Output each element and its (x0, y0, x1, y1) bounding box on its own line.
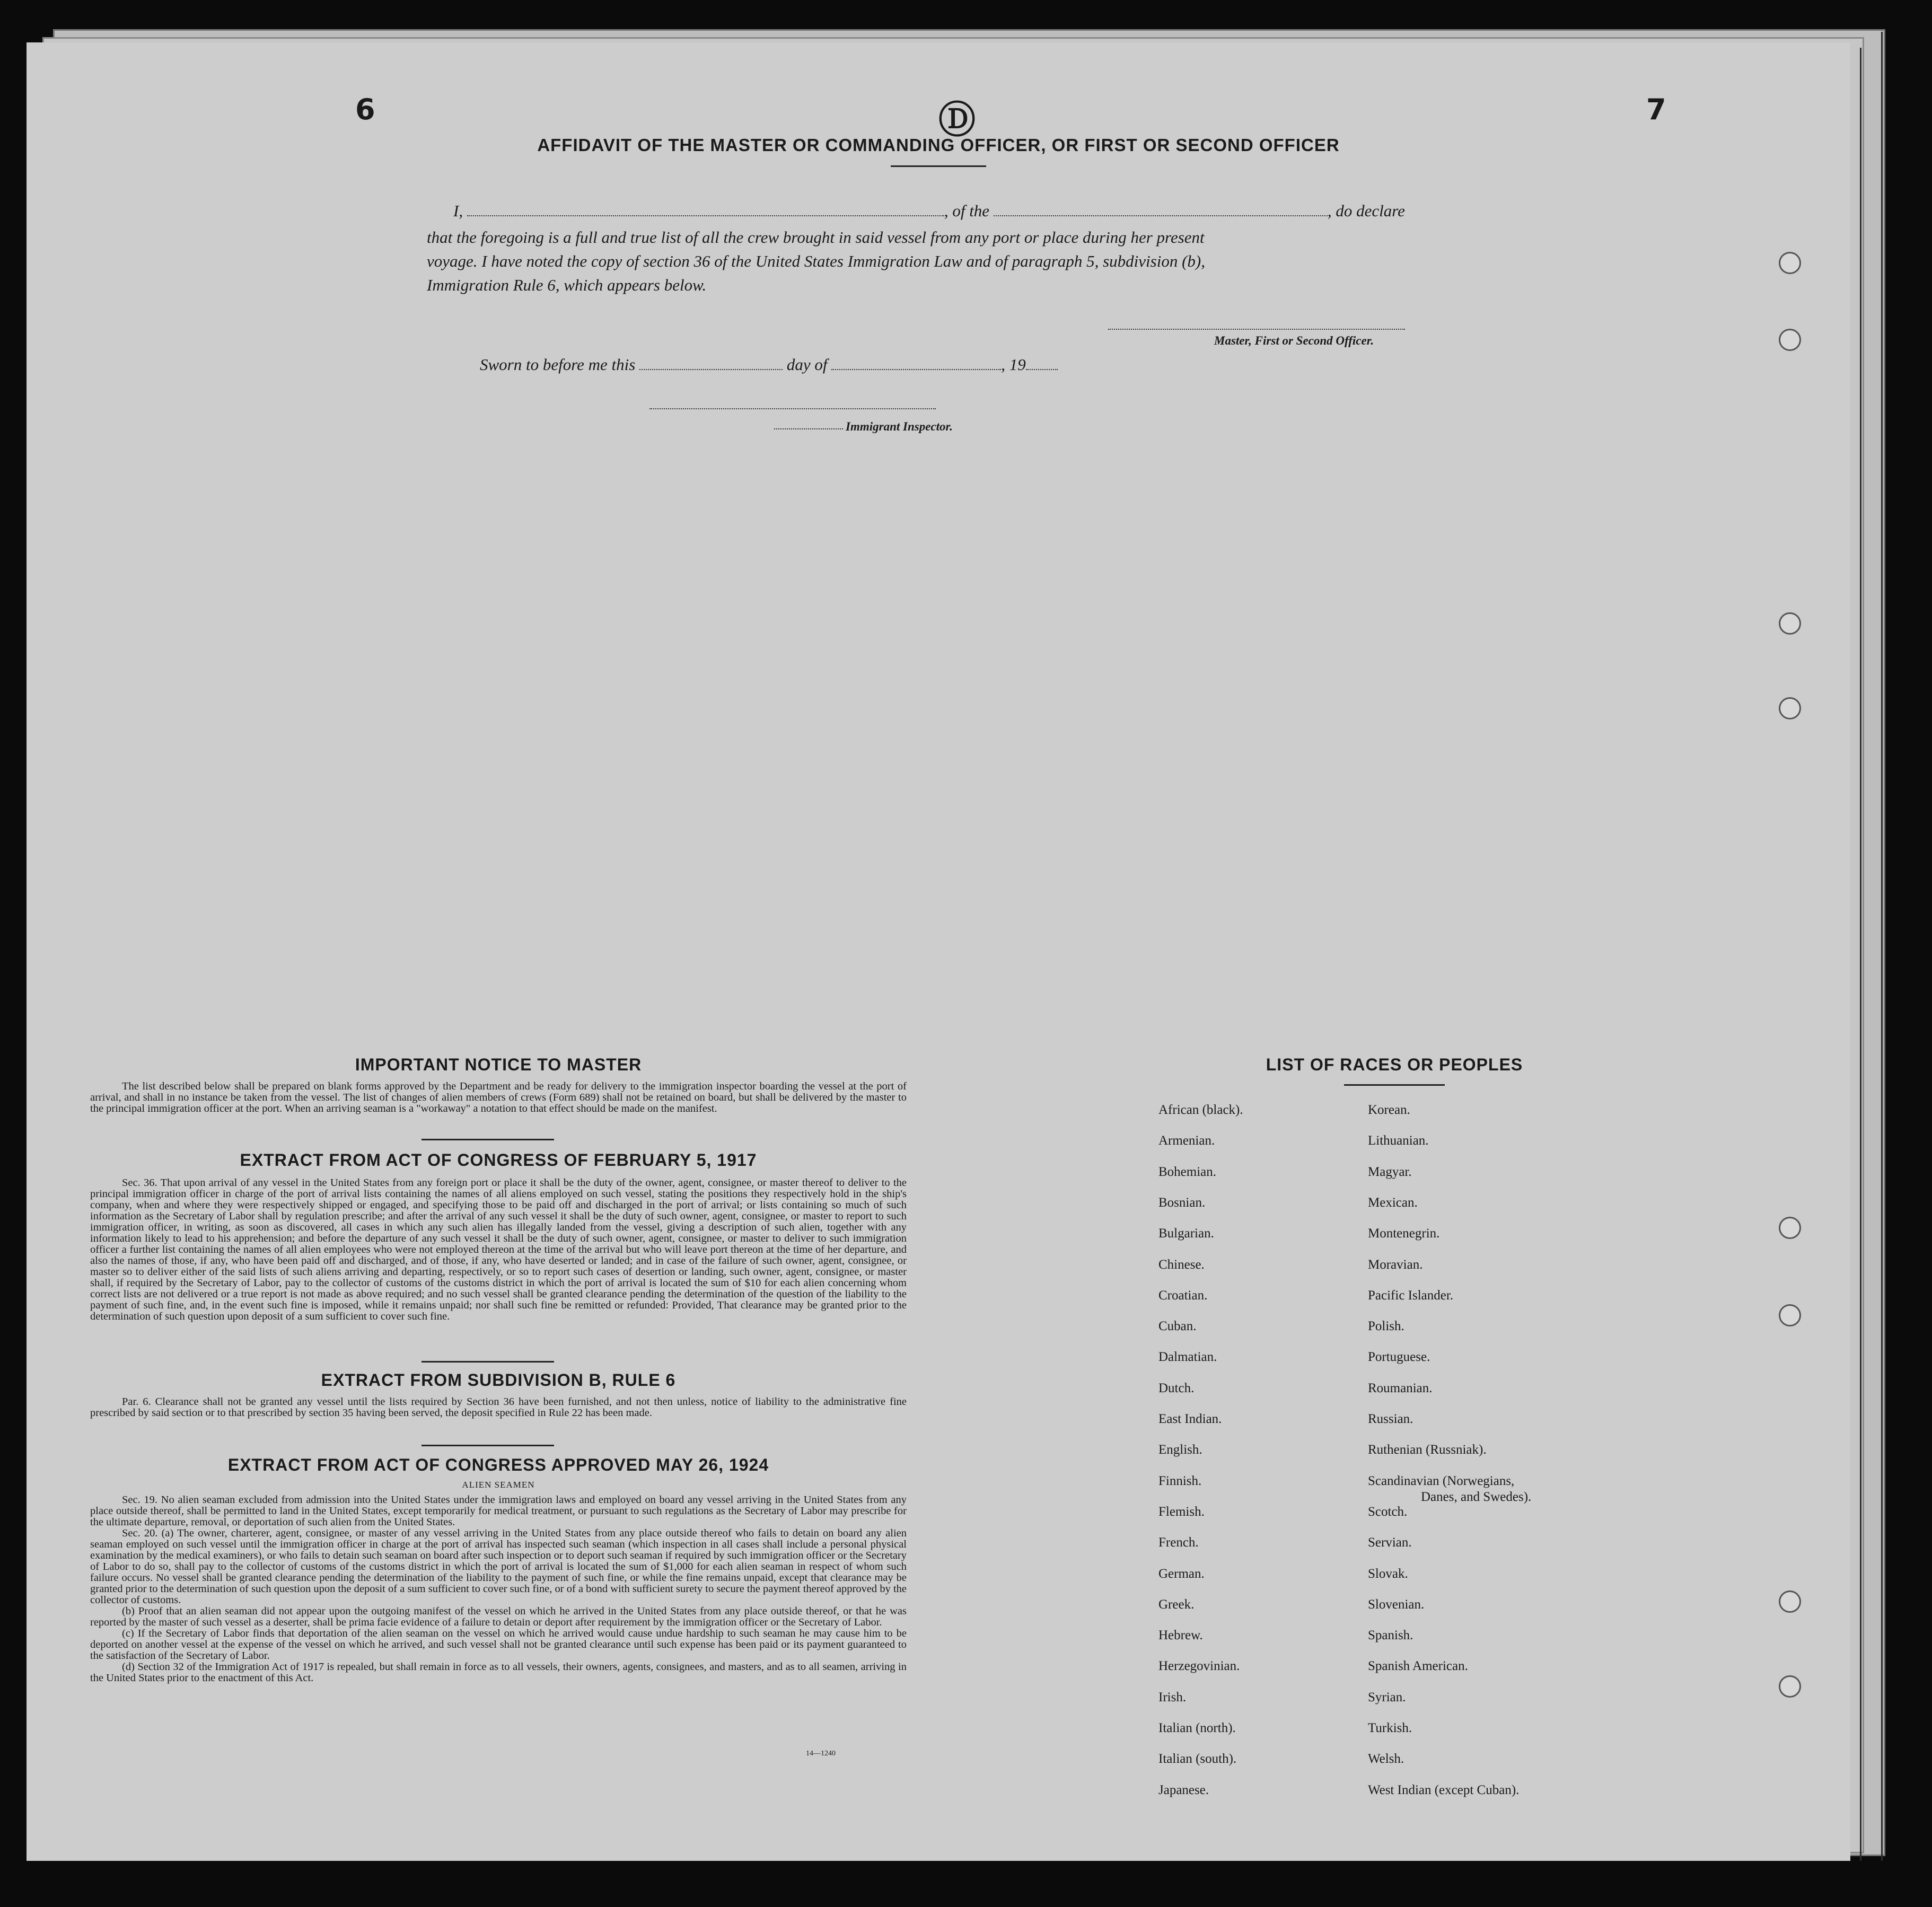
page-edge (1860, 48, 1861, 1861)
affidavit-line4: Immigration Rule 6, which appears below. (427, 276, 707, 294)
extract-1924-title: EXTRACT FROM ACT OF CONGRESS APPROVED MAY 26, 1924 (227, 1455, 769, 1474)
vessel-blank (994, 204, 1328, 216)
race-item: Polish. (1368, 1319, 1404, 1334)
race-item: Servian. (1368, 1535, 1412, 1550)
inspector-caption: Immigrant Inspector. (846, 420, 953, 433)
race-item: Welsh. (1368, 1752, 1404, 1767)
race-item: Italian (south). (1158, 1752, 1237, 1767)
extract-1917-text: Sec. 36. That upon arrival of any vessel in the United States from any foreign port or place it shall be the duty of the owner, agent, consignee, or master thereof to deliver to the principal immigration officer in charge of the port of arrival lists containing the names of all aliens employed on such vessel, stating the positions they respectively hold in the ship's company, when and where they were respectively shipped or engaged, and specifying those to be paid off and discharged in the port of arrival; or lists containing so much of such information as the Secretary of Labor shall by regulation prescribe; and after the arrival of any such vessel it shall be the duty of such owner, agent, consignee, or master to report to such immigration officer, in writing, as soon as discovered, all cases in which any such alien has illegally landed from the vessel, giving a description of such alien, together with any information likely to lead to his apprehension; and before the departure of any such vessel it shall be the duty of such owner, agent, consignee, or master to deliver to such immigration officer a further list containing the names of all alien employees who were not employed thereon at the time of the arrival but who will leave port thereon at the time of her departure, and also the names of those, if any, who have been paid off and discharged, and of those, if any, who have deserted or landed; and in case of the failure of such owner, agent, consignee, or master so to deliver either of the said lists of such aliens arriving and departing, respectively, or so to report such cases of desertion or landing, such owner, agent, consignee, or master shall, if required by the Secretary of Labor, pay to the collector of customs of the customs district in which the port of arrival is located the sum of $10 for each alien concerning whom correct lists are not delivered or a true report is not made as above required; and no such vessel shall be granted clearance pending the determination of the question of the liability to the payment of such fine, and, in the event such fine is imposed, while it remains unpaid; nor shall such fine be remitted or refunded: Provided, That clearance may be granted prior to the determination of such question upon deposit of a sum sufficient to cover such fine. (90, 1177, 907, 1322)
affidavit-of-the: , of the (944, 201, 990, 220)
race-item: French. (1158, 1535, 1199, 1550)
race-item: Croatian. (1158, 1288, 1208, 1303)
race-item: Lithuanian. (1368, 1133, 1429, 1148)
race-item: East Indian. (1158, 1412, 1222, 1426)
extract-1924-sec20d: (d) Section 32 of the Immigration Act of 1917 is repealed, but shall remain in force as to all vessels, their owners, agents, consignees, and masters, and as to all seamen, arriving in the United States prior to the enactment of this Act. (90, 1661, 907, 1684)
race-item: Finnish. (1158, 1473, 1202, 1488)
race-item: Scandinavian (Norwegians, (1368, 1473, 1515, 1488)
master-signature-line (1108, 329, 1405, 330)
affidavit-declare: , do declare (1327, 201, 1405, 220)
race-item: Japanese. (1158, 1782, 1209, 1797)
race-item: Dutch. (1158, 1381, 1195, 1395)
binder-hole (1779, 697, 1801, 719)
extract-1924 (90, 1455, 907, 1684)
master-caption: Master, First or Second Officer. (1214, 334, 1374, 347)
race-item: German. (1158, 1566, 1205, 1581)
extract-1924-subtitle: ALIEN SEAMEN (462, 1480, 535, 1490)
year-text: , 19 (1001, 355, 1026, 374)
race-item: Portuguese. (1368, 1350, 1430, 1365)
extract-1924-sec20c: (c) If the Secretary of Labor finds that deportation of the alien seaman on the vessel on which he arrived would cause undue hardship to such seaman he may cause him to be deported on another vessel at the expense of the vessel on which he arrived, and such vessel shall not be granted clearance until such expense has been paid or its payment guaranteed to the satisfaction of the Secretary of Labor. (90, 1628, 907, 1662)
race-item: Hebrew. (1158, 1628, 1203, 1643)
race-item: Syrian. (1368, 1690, 1406, 1704)
race-item: Ruthenian (Russniak). (1368, 1443, 1487, 1457)
race-item: Spanish American. (1368, 1659, 1468, 1674)
extract-rule6-text: Par. 6. Clearance shall not be granted any vessel until the lists required by Section 36 have been furnished, and not then unless, notice of liability to the administrative fine prescribed by said section or to that prescribed by section 35 having been served, the deposit specified in Rule 22 has been made. (90, 1396, 907, 1419)
race-item: Mexican. (1368, 1195, 1418, 1210)
race-item: Greek. (1158, 1597, 1195, 1612)
race-item: West Indian (except Cuban). (1368, 1782, 1520, 1797)
race-item: Slovenian. (1368, 1597, 1425, 1612)
binder-hole (1779, 252, 1801, 274)
race-item: Dalmatian. (1158, 1350, 1217, 1365)
extract-rule6-title: EXTRACT FROM SUBDIVISION B, RULE 6 (321, 1370, 676, 1390)
race-item: Bulgarian. (1158, 1226, 1214, 1241)
corner-mark-right: 7 (1646, 93, 1666, 126)
sworn-month-blank (831, 357, 1001, 370)
affidavit-line1 (453, 201, 1477, 221)
race-item: Moravian. (1368, 1257, 1423, 1272)
race-item: Herzegovinian. (1158, 1659, 1240, 1674)
race-item: Scotch. (1368, 1504, 1408, 1519)
form-number: 14—1240 (806, 1750, 836, 1757)
important-notice (90, 1055, 907, 1114)
notice-title: IMPORTANT NOTICE TO MASTER (355, 1055, 642, 1074)
race-item: Korean. (1368, 1103, 1410, 1117)
race-item: Montenegrin. (1368, 1226, 1440, 1241)
race-item: Magyar. (1368, 1164, 1412, 1179)
extract-1917-title: EXTRACT FROM ACT OF CONGRESS OF FEBRUARY 5, 1917 (240, 1150, 757, 1170)
binder-hole (1779, 329, 1801, 351)
race-item: Slovak. (1368, 1566, 1408, 1581)
sworn-line (480, 355, 1222, 374)
affidavit-line2: that the foregoing is a full and true list of all the crew brought in said vessel from any port or place during her present (427, 228, 1205, 247)
sworn-day-blank (639, 357, 783, 370)
notice-text: The list described below shall be prepared on blank forms approved by the Department and be ready for delivery to the immigration inspector boarding the vessel at the port of arrival, and shall in no instance be taken from the vessel. The list of changes of alien members of crews (Form 689) shall not be retained on board, but shall be delivered by the master to the principal immigration officer at the port. When an arriving seaman is a "workaway" a notation to that effect should be made on the manifest. (90, 1080, 907, 1114)
affidavit-rule (891, 165, 986, 167)
race-item: Turkish. (1368, 1721, 1412, 1735)
manifest-page (27, 42, 1850, 1861)
races-title: LIST OF RACES OR PEOPLES (1266, 1055, 1523, 1074)
notice-rule (421, 1139, 554, 1140)
affidavit-i: I, (453, 201, 463, 220)
race-item: English. (1158, 1443, 1202, 1457)
race-item: Armenian. (1158, 1133, 1215, 1148)
affidavit-line3: voyage. I have noted the copy of section 36 of the United States Immigration Law and of paragraph 5, subdivision (b), (427, 252, 1205, 270)
sworn-text: Sworn to before me this (480, 355, 636, 374)
extract-1924-sec19: Sec. 19. No alien seaman excluded from admission into the United States under the immigration laws and employed on board any vessel arriving in the United States from any place outside thereof, shall be permitted to land in the United States, except temporarily for medical treatment, or pursuant to such regulations as the Secretary of Labor may prescribe for the ultimate departure, removal, or deportation of such alien from the United States. (90, 1494, 907, 1528)
extract-rule6-rule (421, 1445, 554, 1446)
race-item: Roumanian. (1368, 1381, 1433, 1395)
extract-1924-sec20a: Sec. 20. (a) The owner, charterer, agent, consignee, or master of any vessel arriving in the United States from any place outside thereof who fails to detain on board any alien seaman employed on such vessel until the immigration officer in charge at the port of arrival has inspected such seaman (which inspection in all cases shall include a personal physical examination by the medical examiners), or who fails to detain such seaman on board after such inspection or to deport such seaman if required by such immigration officer or the Secretary of Labor to do so, shall pay to the collector of customs of the customs district in which the port of arrival is located the sum of $1,000 for each alien seaman in respect of whom such failure occurs. No vessel shall be granted clearance pending the determination of the liability to the payment of such fine, or while the fine remains unpaid, except that clearance may be granted prior to the determination of such question upon the deposit of a sum sufficient to cover such fine, or of a bond with sufficient surety to secure the payment thereof approved by the collector of customs. (90, 1527, 907, 1606)
race-item: Chinese. (1158, 1257, 1205, 1272)
race-item: Pacific Islander. (1368, 1288, 1454, 1303)
page-edge (1881, 32, 1883, 1861)
name-blank (467, 204, 944, 216)
race-item: Bohemian. (1158, 1164, 1217, 1179)
race-scandinavian-cont: Danes, and Swedes). (1421, 1490, 1532, 1504)
race-item: Russian. (1368, 1412, 1413, 1426)
race-item: Bosnian. (1158, 1195, 1206, 1210)
year-blank (1026, 357, 1058, 370)
race-item: Cuban. (1158, 1319, 1197, 1334)
extract-1917 (90, 1150, 907, 1322)
binder-hole (1779, 612, 1801, 635)
races-rule (1344, 1084, 1445, 1086)
corner-mark-left: 6 (355, 93, 375, 126)
binder-hole (1779, 1675, 1801, 1698)
day-of-text: day of (786, 355, 828, 374)
race-item: Spanish. (1368, 1628, 1413, 1643)
binder-hole (1779, 1590, 1801, 1613)
race-item: Flemish. (1158, 1504, 1205, 1519)
binder-hole (1779, 1304, 1801, 1326)
race-item: Irish. (1158, 1690, 1187, 1704)
race-item: African (black). (1158, 1103, 1243, 1117)
inspector-signature-line (649, 408, 936, 409)
extract-rule6 (90, 1370, 907, 1419)
extract-1917-rule (421, 1361, 554, 1363)
extract-1924-sec20b: (b) Proof that an alien seaman did not appear upon the outgoing manifest of the vessel on which he arrived in the United States from any place outside thereof, or that he was reported by the master of such vessel as a deserter, shall be prima facie evidence of a failure to detain or deport after requirement by the immigration officer or the Secretary of Labor. (90, 1605, 907, 1628)
affidavit-title: AFFIDAVIT OF THE MASTER OR COMMANDING OFFICER, OR FIRST OR SECOND OFFICER (537, 135, 1340, 155)
binder-hole (1779, 1217, 1801, 1239)
race-item: Italian (north). (1158, 1721, 1236, 1735)
inspector-caption-lead (774, 428, 843, 429)
folio-mark: Ⓓ (938, 100, 976, 141)
